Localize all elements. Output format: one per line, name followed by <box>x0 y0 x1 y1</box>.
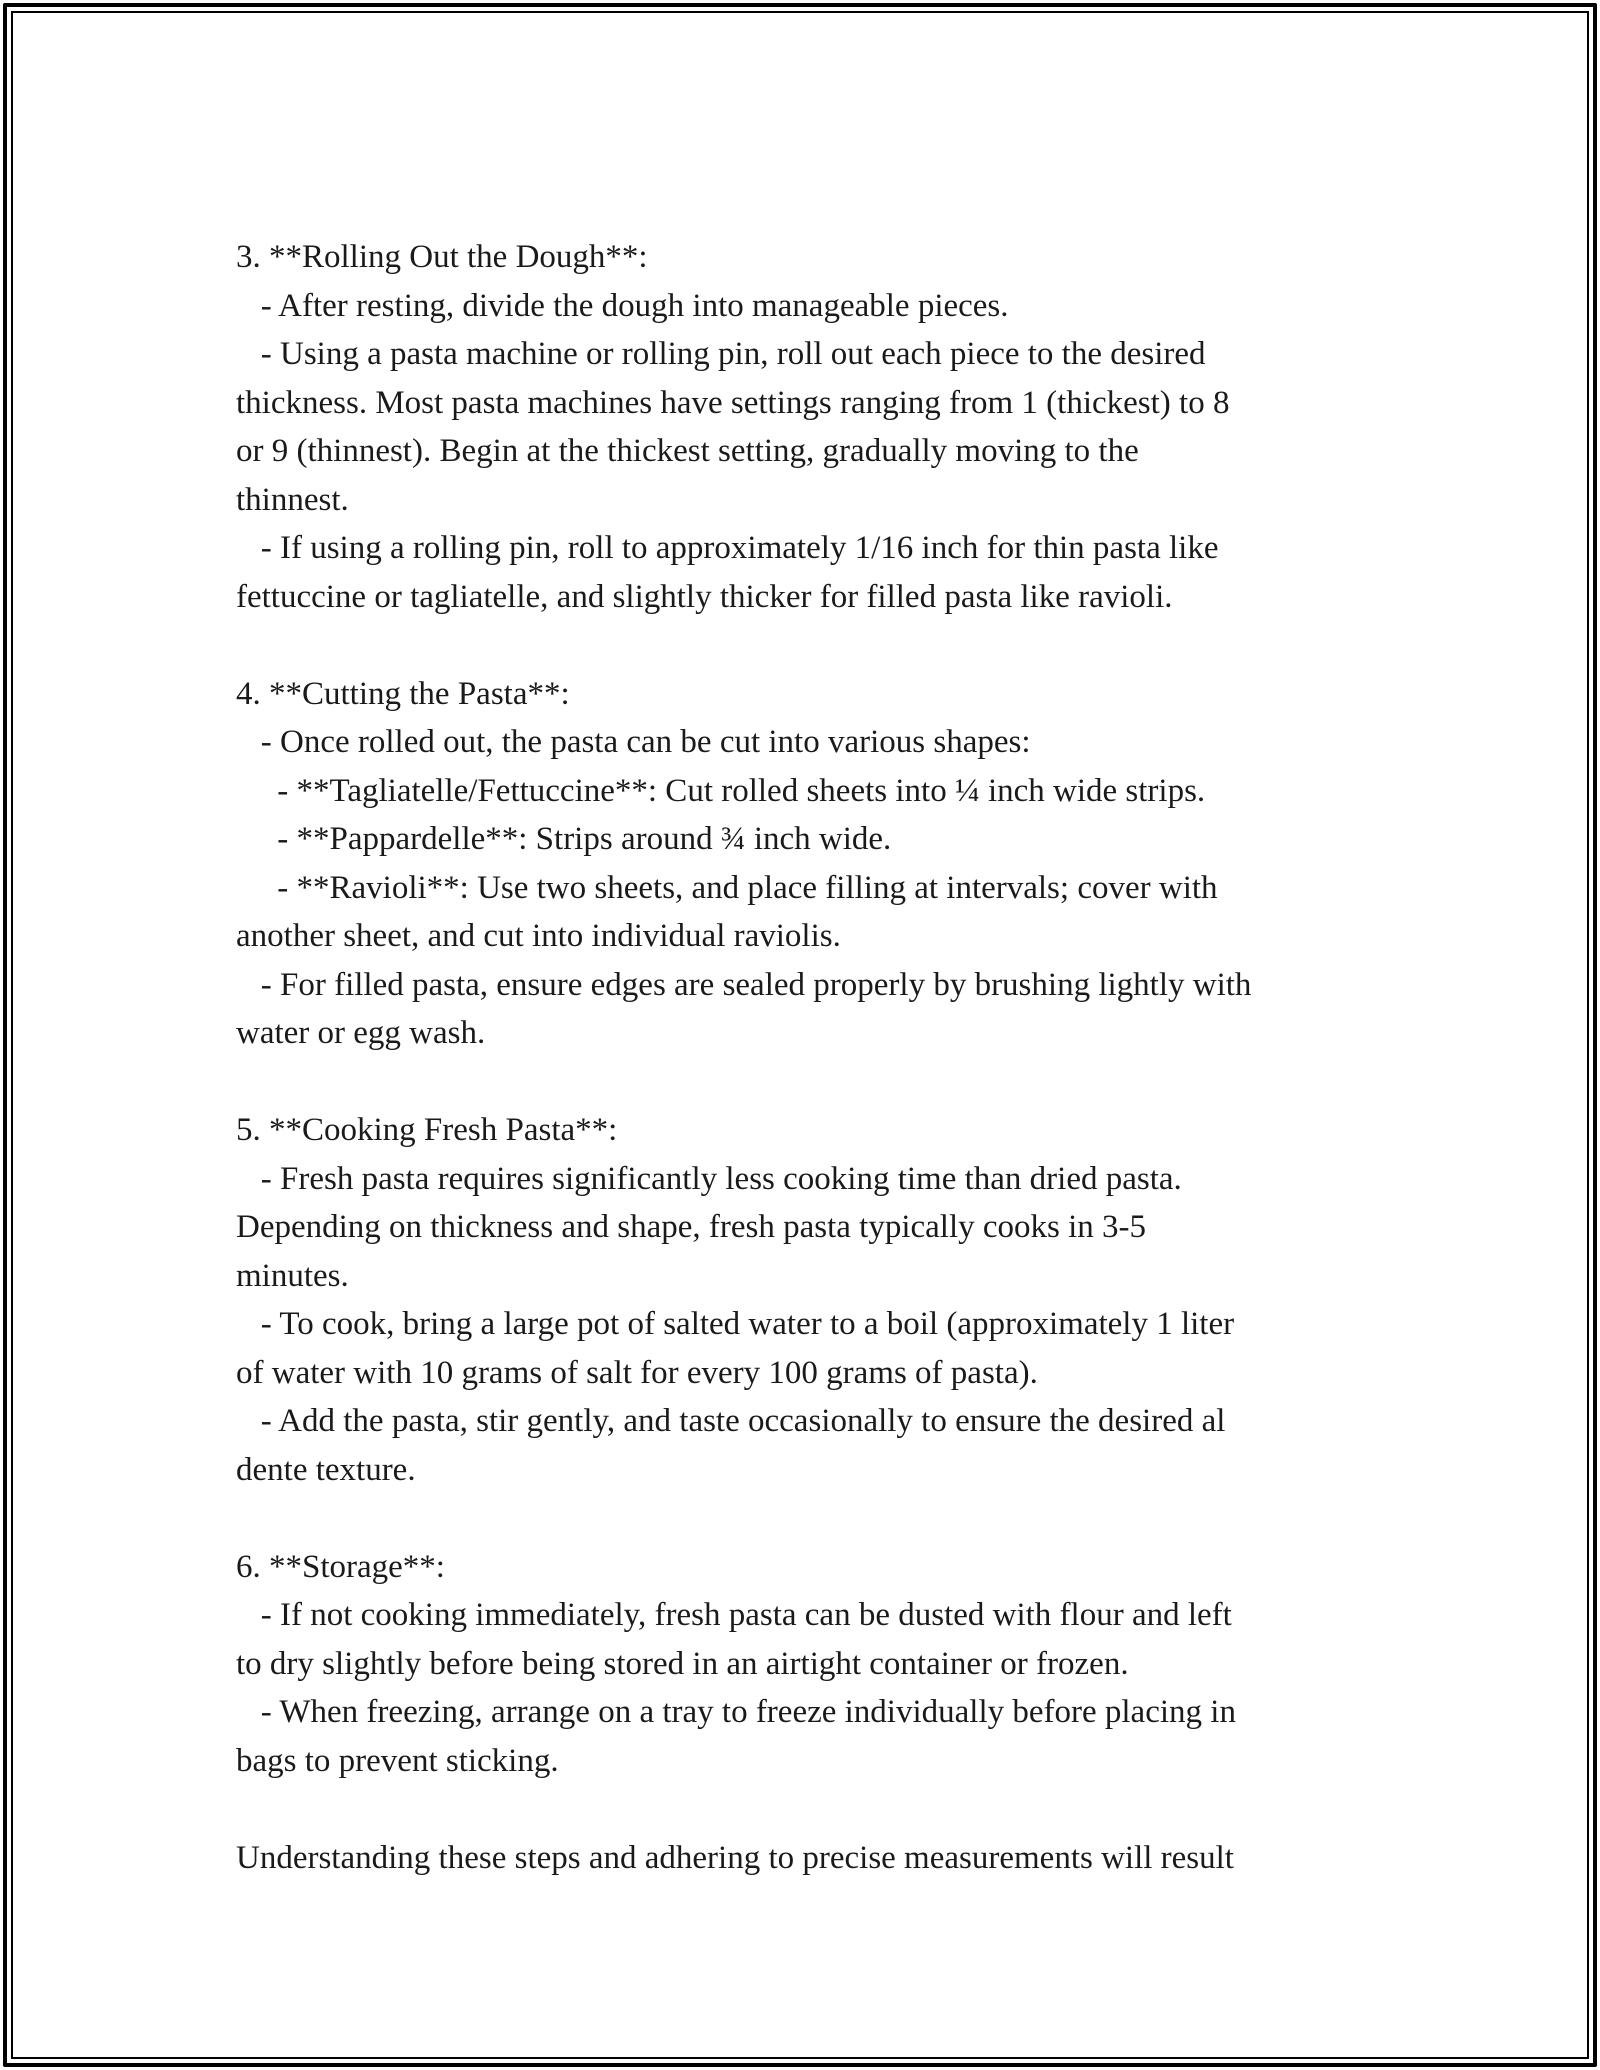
paragraph-gap <box>236 1058 1386 1107</box>
text-line: - **Ravioli**: Use two sheets, and place filling at intervals; cover with <box>236 869 1218 906</box>
text-line: dente texture. <box>236 1451 416 1488</box>
text-line: - For filled pasta, ensure edges are sealed properly by brushing lightly with <box>236 966 1252 1003</box>
document-body <box>236 233 1386 1882</box>
text-line: of water with 10 grams of salt for every 100 grams of pasta). <box>236 1354 1038 1391</box>
text-line: minutes. <box>236 1257 349 1294</box>
text-line: - Add the pasta, stir gently, and taste occasionally to ensure the desired al <box>236 1403 1226 1439</box>
text-line: thickness. Most pasta machines have settings ranging from 1 (thickest) to 8 <box>236 384 1230 421</box>
text-line: - Fresh pasta requires significantly less cooking time than dried pasta. <box>236 1160 1182 1197</box>
section-heading-rolling: 3. **Rolling Out the Dough**: <box>236 239 648 275</box>
closing-text-line: Understanding these steps and adhering to precise measurements will result <box>236 1839 1234 1876</box>
text-line: water or egg wash. <box>236 1015 486 1051</box>
text-line: to dry slightly before being stored in an airtight container or frozen. <box>236 1645 1129 1682</box>
text-line: Depending on thickness and shape, fresh pasta typically cooks in 3-5 <box>236 1209 1147 1245</box>
text-line: - **Pappardelle**: Strips around ¾ inch wide. <box>236 821 892 857</box>
text-line: bags to prevent sticking. <box>236 1742 559 1779</box>
text-line: - When freezing, arrange on a tray to freeze individually before placing in <box>236 1694 1236 1730</box>
paragraph-gap <box>236 621 1386 670</box>
text-line: or 9 (thinnest). Begin at the thickest setting, gradually moving to the <box>236 433 1139 469</box>
text-line: - Using a pasta machine or rolling pin, roll out each piece to the desired <box>236 336 1206 372</box>
text-line: thinnest. <box>236 481 349 518</box>
text-line: - If not cooking immediately, fresh pasta can be dusted with flour and left <box>236 1597 1232 1633</box>
paragraph-gap <box>236 1494 1386 1543</box>
text-line: - If using a rolling pin, roll to approximately 1/16 inch for thin pasta like <box>236 530 1219 566</box>
section-heading-cooking: 5. **Cooking Fresh Pasta**: <box>236 1112 618 1148</box>
paragraph-gap <box>236 1785 1386 1834</box>
text-line: fettuccine or tagliatelle, and slightly thicker for filled pasta like ravioli. <box>236 578 1173 615</box>
text-line: - Once rolled out, the pasta can be cut into various shapes: <box>236 724 1031 760</box>
section-heading-storage: 6. **Storage**: <box>236 1548 445 1585</box>
text-line: - **Tagliatelle/Fettuccine**: Cut rolled sheets into ¼ inch wide strips. <box>236 772 1206 809</box>
text-line: - To cook, bring a large pot of salted water to a boil (approximately 1 liter <box>236 1306 1235 1342</box>
text-line: another sheet, and cut into individual raviolis. <box>236 918 841 954</box>
text-line: - After resting, divide the dough into manageable pieces. <box>236 287 1009 324</box>
section-heading-cutting: 4. **Cutting the Pasta**: <box>236 675 570 712</box>
